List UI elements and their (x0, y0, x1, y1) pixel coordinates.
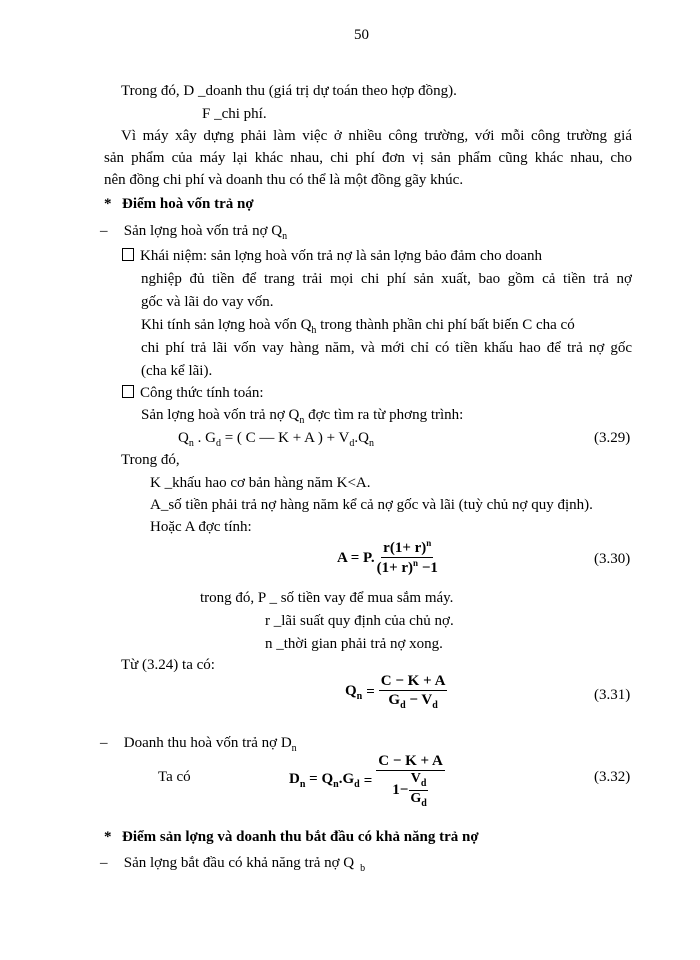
equation-3-30 (337, 538, 440, 577)
text-part: Sản lợng hoà vốn trả nợ Q (141, 407, 300, 423)
paragraph-line (141, 316, 575, 337)
equation-number: (3.30) (594, 551, 631, 567)
numerator: C − K + A (380, 673, 446, 689)
bullet-star: * (104, 196, 112, 212)
eq-term: $D_n = Q_n.G_d$ (289, 771, 360, 791)
eq-term: Q (178, 430, 189, 446)
equation-3-29 (178, 429, 374, 450)
cong-thuc-line (122, 384, 264, 402)
subsection-san-luong (100, 222, 287, 243)
subsection-text: Doanh thu hoà vốn trả nợ D (123, 735, 292, 751)
paragraph-line: sản phẩm của máy lại khác nhau, chi phí đơn vị sản phẩm cũng khác nhau, cho (104, 150, 632, 166)
subscript: b (360, 863, 366, 874)
subsection-text: Sản lợng bắt đầu có khả năng trả nợ Q (123, 855, 355, 871)
eq-term: A = P. (337, 549, 375, 566)
definition-a: A_số tiền phải trả nợ hàng năm kể cả nợ gốc và lãi (tuỳ chủ nợ quy định). (150, 497, 593, 513)
dash-bullet: – (100, 735, 108, 751)
subscript: h (311, 325, 317, 336)
ta-co: Ta có (158, 769, 191, 785)
subscript: n (368, 438, 374, 449)
definition-n: n _thời gian phải trả nợ xong. (265, 636, 443, 652)
paragraph-line: chi phí trả lãi vốn vay hàng năm, và mới chỉ có tiền khấu hao để trả nợ gốc (141, 340, 632, 356)
paragraph-line: nghiệp đủ tiền để trang trải mọi chi phí sản xuất, bao gồm cả tiền trả nợ (141, 271, 632, 287)
eq-term: . G (193, 430, 216, 446)
eq-term: .Q (354, 430, 369, 446)
definition-k: K _khấu hao cơ bản hàng năm K<A. (150, 475, 371, 491)
subsection-doanh-thu (100, 734, 297, 755)
fraction (375, 538, 440, 577)
text-part: trong thành phần chi phí bất biến C cha có (316, 317, 575, 333)
dash-bullet: – (100, 223, 108, 239)
definition-f: F _chi phí. (202, 106, 267, 122)
denominator: $G_d - V_d$ (388, 692, 438, 711)
heading-text: Điểm hoà vốn trả nợ (122, 196, 254, 212)
section-heading (104, 828, 479, 846)
khai-niem-line (122, 247, 542, 265)
dash-bullet: – (100, 855, 108, 871)
heading-text: Điểm sản lợng và doanh thu bắt đầu có khả năng trả nợ (122, 829, 479, 845)
equation-3-32 (289, 752, 445, 810)
paragraph-line (141, 406, 463, 427)
inner-fraction: $\frac{V_d}{G_d}$ (410, 771, 427, 809)
khai-niem-text: Khái niệm: sản lợng hoà vốn trả nợ là sản lợng bảo đảm cho doanh (140, 248, 543, 264)
equation-number: (3.29) (594, 430, 631, 446)
trong-do: Trong đó, (121, 452, 180, 468)
paragraph-line: (cha kể lãi). (141, 363, 213, 379)
subscript: n (188, 438, 194, 449)
equation-number: (3.31) (594, 687, 631, 703)
bullet-star: * (104, 829, 112, 845)
subscript: d (215, 438, 221, 449)
denominator: 1− $\frac{V_d}{G_d}$ (392, 771, 427, 809)
text-part: đợc tìm ra từ phơng trình: (304, 407, 464, 423)
equals: = (363, 772, 373, 789)
definition-p: trong đó, P _ số tiền vay để mua sắm máy. (200, 590, 454, 606)
fraction (379, 672, 448, 712)
subscript: n (291, 743, 297, 754)
fraction (376, 752, 445, 810)
numerator: C − K + A (378, 753, 443, 769)
square-bullet-icon (122, 248, 134, 261)
denominator: $(1+ r)^n -1$ (376, 558, 438, 576)
paragraph-line: Vì máy xây dựng phải làm việc ở nhiều công trường, với mỗi công trường giá (121, 128, 632, 144)
eq-term: $Q_n$ (345, 682, 363, 702)
definition-r: r _lãi suất quy định của chủ nợ. (265, 613, 454, 629)
subscript: d (349, 438, 355, 449)
subscript: n (299, 415, 305, 426)
hoac-line: Hoặc A đợc tính: (150, 519, 252, 535)
definition-d: Trong đó, D _doanh thu (giá trị dự toán theo hợp đồng). (121, 83, 457, 99)
tu-line: Từ (3.24) ta có: (121, 657, 215, 673)
paragraph-line: gốc và lãi do vay vốn. (141, 294, 274, 310)
subsection-text: Sản lợng hoà vốn trả nợ Q (123, 223, 283, 239)
subscript: n (282, 231, 288, 242)
numerator: $r(1+ r)^n$ (383, 538, 432, 556)
cong-thuc-text: Công thức tính toán: (140, 385, 264, 401)
subsection-san-luong-tra-no (100, 854, 365, 875)
paragraph-line: nên đồng chi phí và doanh thu có thể là một đồng gãy khúc. (104, 172, 464, 188)
equals: = (366, 684, 375, 700)
eq-term: = ( C — K + A ) + V (220, 430, 350, 446)
text-part: Khi tính sản lợng hoà vốn Q (141, 317, 312, 333)
section-heading (104, 195, 254, 213)
equation-3-31 (345, 672, 447, 712)
square-bullet-icon (122, 385, 134, 398)
page-number: 50 (354, 27, 369, 43)
equation-number: (3.32) (594, 769, 631, 785)
